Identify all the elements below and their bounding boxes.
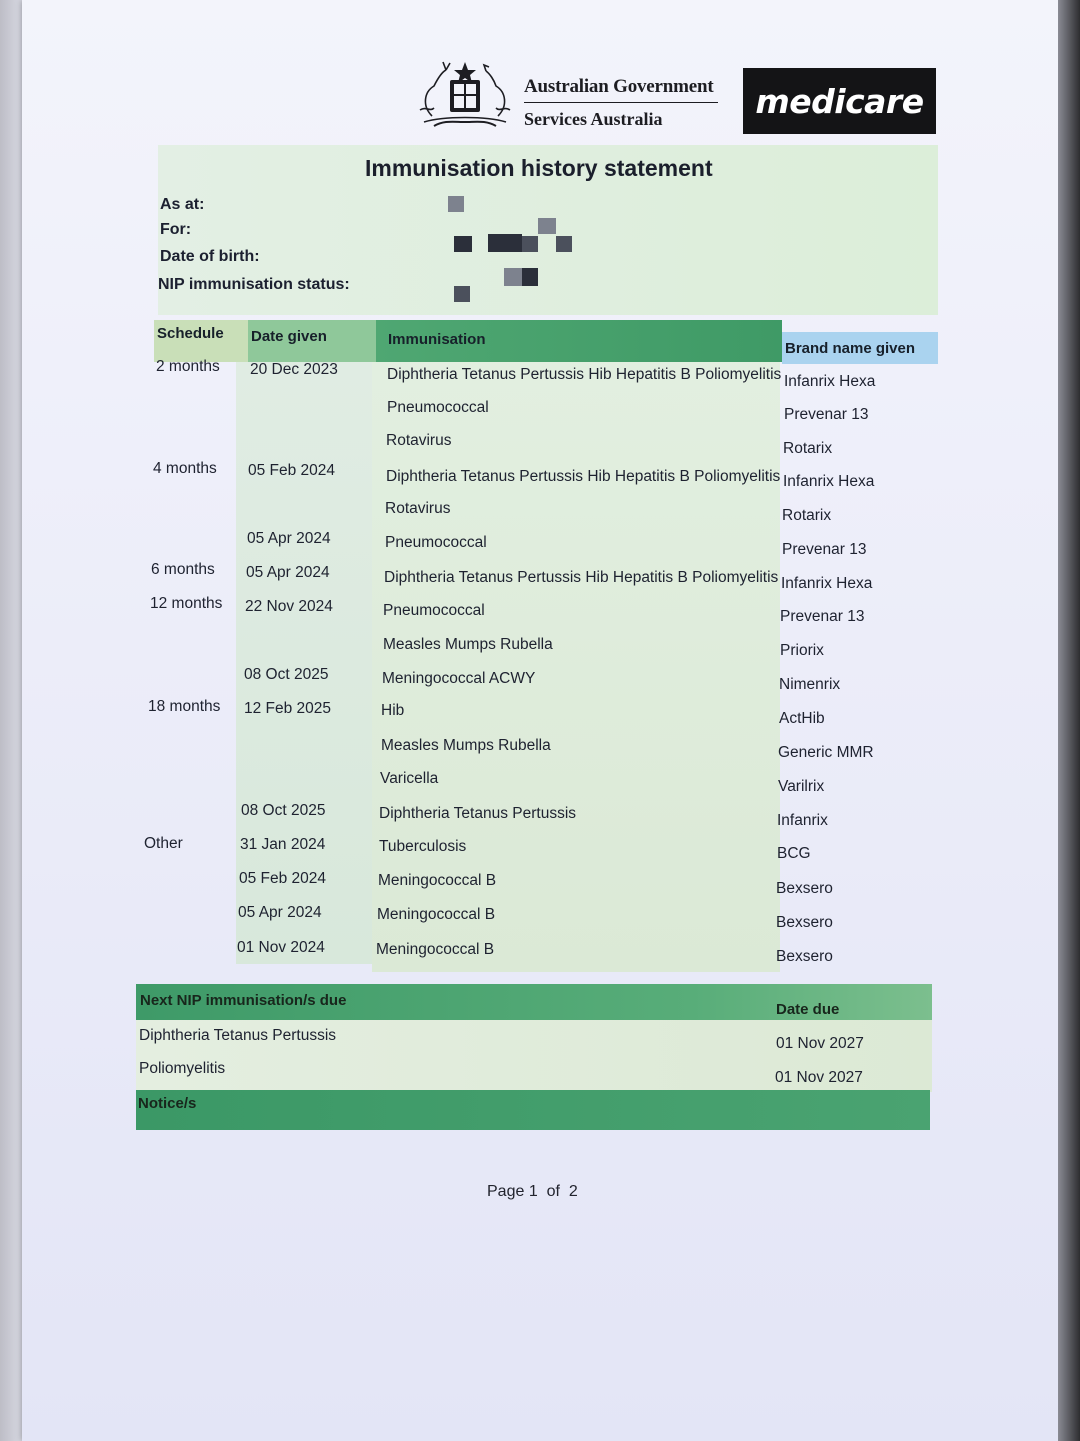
date-given-header: Date given xyxy=(251,328,327,345)
brand-cell: Prevenar 13 xyxy=(782,541,867,558)
brand-cell: Bexsero xyxy=(776,948,833,965)
brand-cell: BCG xyxy=(777,845,811,862)
immunisation-cell: Pneumococcal xyxy=(385,534,487,551)
notices-header-bar xyxy=(136,1090,930,1130)
background-right-edge xyxy=(1058,0,1080,1441)
schedule-cell: 2 months xyxy=(156,358,220,375)
nip-status-label: NIP immunisation status: xyxy=(158,276,350,293)
immunisation-cell: Pneumococcal xyxy=(387,399,489,416)
date-cell: 08 Oct 2025 xyxy=(241,802,326,819)
brand-name-header: Brand name given xyxy=(785,340,916,357)
date-cell: 12 Feb 2025 xyxy=(244,700,332,717)
next-due-date: 01 Nov 2027 xyxy=(776,1035,864,1052)
brand-cell: Prevenar 13 xyxy=(780,608,865,625)
government-divider xyxy=(524,102,718,103)
immunisation-cell: Diphtheria Tetanus Pertussis Hib Hepatitis B Poliomyelitis xyxy=(386,468,781,485)
date-cell: 01 Nov 2024 xyxy=(237,939,325,956)
as-at-label: As at: xyxy=(160,196,205,213)
brand-cell: Infanrix Hexa xyxy=(781,575,873,592)
schedule-cell: 18 months xyxy=(148,698,221,715)
schedule-cell: Other xyxy=(144,835,183,852)
brand-cell: Rotarix xyxy=(782,507,832,524)
immunisation-cell: Rotavirus xyxy=(386,432,452,449)
coat-of-arms-icon xyxy=(414,56,516,128)
schedule-cell: 6 months xyxy=(151,561,215,578)
brand-cell: Varilrix xyxy=(778,778,825,795)
next-due-date: 01 Nov 2027 xyxy=(775,1069,863,1086)
immunisation-cell: Tuberculosis xyxy=(379,838,467,855)
notices-header: Notice/s xyxy=(138,1095,197,1112)
immunisation-cell: Meningococcal B xyxy=(378,872,497,889)
immunisation-cell: Rotavirus xyxy=(385,500,451,517)
brand-cell: Bexsero xyxy=(776,880,833,897)
government-subtitle: Services Australia xyxy=(524,109,663,129)
schedule-cell: 12 months xyxy=(150,595,223,612)
date-cell: 20 Dec 2023 xyxy=(250,361,338,378)
brand-cell: ActHib xyxy=(779,710,825,727)
brand-cell: Generic MMR xyxy=(778,744,874,761)
document-title: Immunisation history statement xyxy=(365,155,713,181)
next-due-name: Poliomyelitis xyxy=(139,1060,226,1077)
next-due-header: Next NIP immunisation/s due xyxy=(140,992,347,1009)
brand-cell: Priorix xyxy=(780,642,824,659)
date-cell: 05 Apr 2024 xyxy=(246,564,330,581)
immunisation-cell: Diphtheria Tetanus Pertussis Hib Hepatitis B Poliomyelitis xyxy=(387,366,782,383)
date-cell: 08 Oct 2025 xyxy=(244,666,329,683)
date-cell: 31 Jan 2024 xyxy=(240,836,326,853)
dob-label: Date of birth: xyxy=(160,248,260,265)
immunisation-cell: Varicella xyxy=(380,770,439,787)
immunisation-cell: Diphtheria Tetanus Pertussis Hib Hepatitis B Poliomyelitis xyxy=(384,569,779,586)
next-due-name: Diphtheria Tetanus Pertussis xyxy=(139,1027,337,1044)
immunisation-cell: Hib xyxy=(381,702,405,719)
brand-cell: Nimenrix xyxy=(779,676,841,693)
date-cell: 05 Apr 2024 xyxy=(247,530,331,547)
brand-cell: Infanrix Hexa xyxy=(784,373,876,390)
background-left-edge xyxy=(0,0,22,1441)
immunisation-cell: Meningococcal B xyxy=(376,941,495,958)
schedule-header: Schedule xyxy=(157,325,224,342)
date-cell: 05 Apr 2024 xyxy=(238,904,322,921)
brand-cell: Rotarix xyxy=(783,440,833,457)
immunisation-header: Immunisation xyxy=(388,331,486,348)
immunisation-cell: Measles Mumps Rubella xyxy=(383,636,553,653)
page-number: Page 1 of 2 xyxy=(487,1183,578,1200)
date-due-header: Date due xyxy=(776,1001,840,1018)
immunisation-cell: Pneumococcal xyxy=(383,602,485,619)
date-cell: 22 Nov 2024 xyxy=(245,598,333,615)
schedule-cell: 4 months xyxy=(153,460,217,477)
brand-cell: Infanrix xyxy=(777,812,828,829)
immunisation-cell: Diphtheria Tetanus Pertussis xyxy=(379,805,577,822)
brand-cell: Bexsero xyxy=(776,914,833,931)
brand-cell: Prevenar 13 xyxy=(784,406,869,423)
immunisation-cell: Meningococcal B xyxy=(377,906,496,923)
date-cell: 05 Feb 2024 xyxy=(239,870,327,887)
immunisation-cell: Meningococcal ACWY xyxy=(382,670,536,687)
medicare-logo: medicare xyxy=(743,68,936,134)
government-brand xyxy=(524,76,718,130)
government-title: Australian Government xyxy=(524,76,714,97)
date-cell: 05 Feb 2024 xyxy=(248,462,336,479)
immunisation-cell: Measles Mumps Rubella xyxy=(381,737,551,754)
brand-cell: Infanrix Hexa xyxy=(783,473,875,490)
for-label: For: xyxy=(160,221,192,238)
